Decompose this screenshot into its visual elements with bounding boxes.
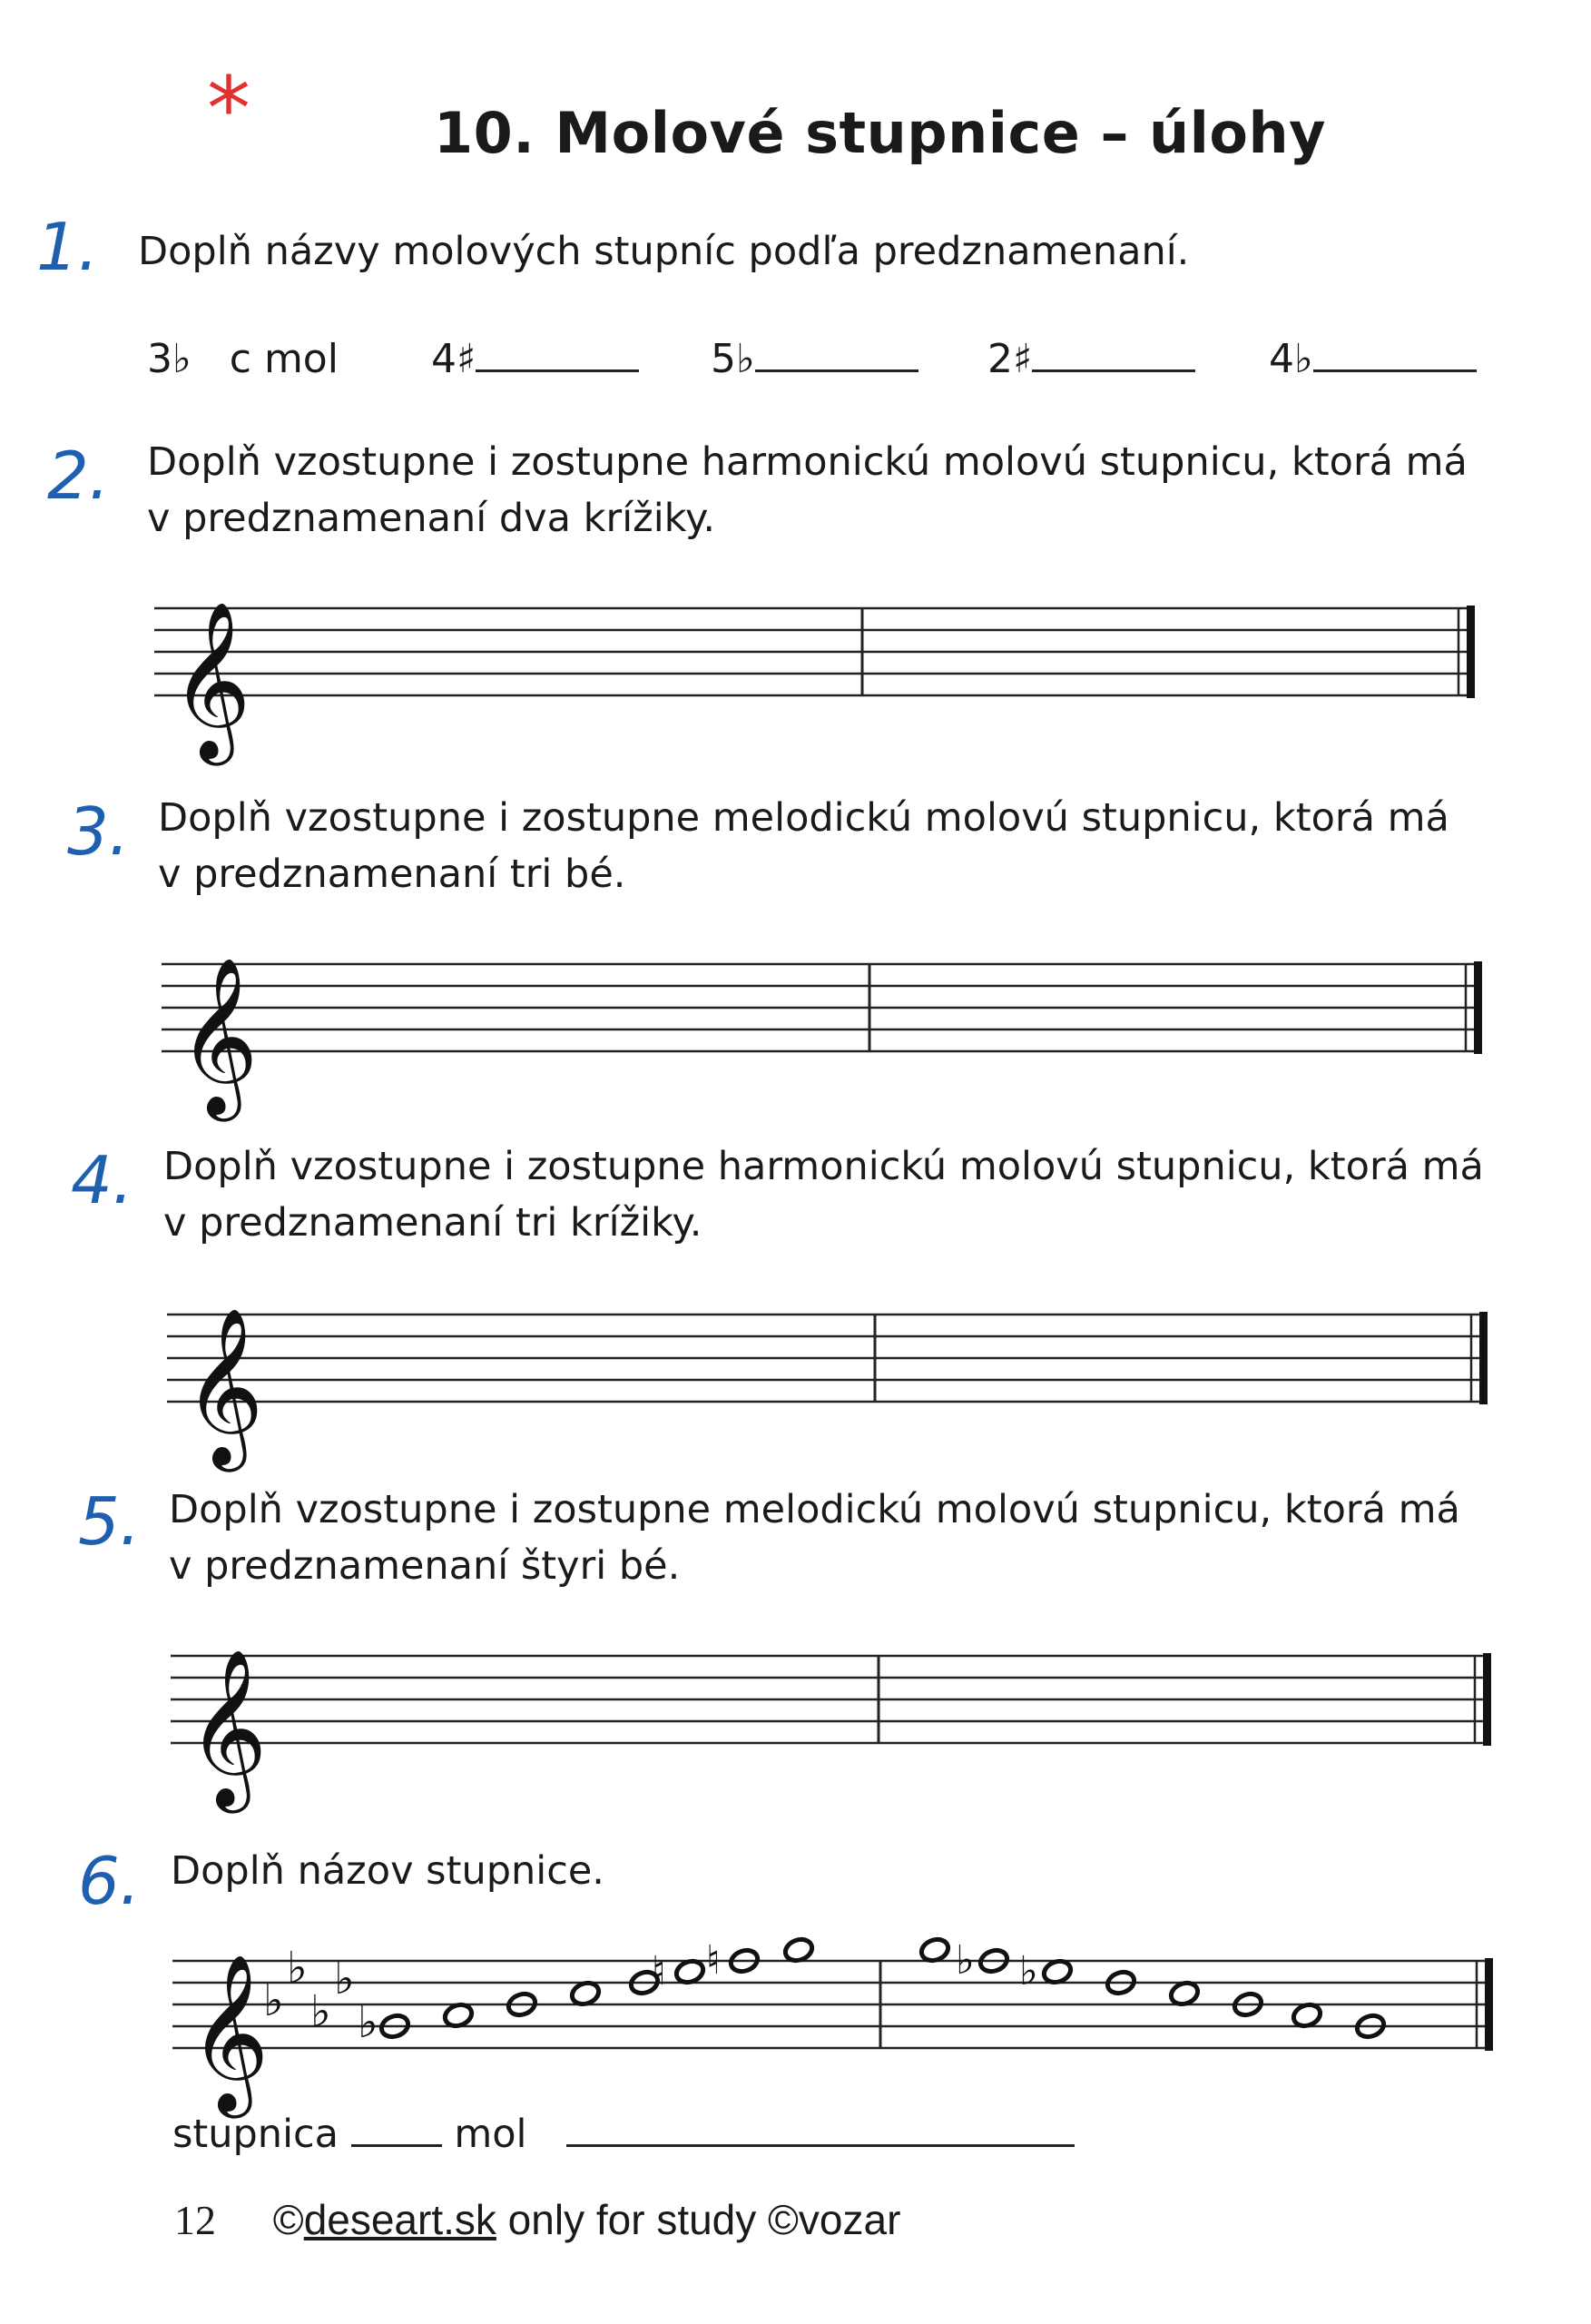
final-barline-thick [1467, 606, 1475, 698]
flat-icon: ♭ [1019, 1948, 1038, 1994]
sharp-icon: ♯ [1013, 336, 1033, 382]
key-flat-icon: ♭ [310, 1986, 331, 2037]
page-number: 12 [174, 2197, 216, 2243]
key-count: 4 [1269, 336, 1294, 382]
task-4-number: 4. [71, 1142, 133, 1218]
task-5-line-1: Doplň vzostupne i zostupne melodickú molovú stupnicu, ktorá má [169, 1487, 1460, 1532]
key-item-5 [1269, 336, 1477, 382]
final-barline-thick [1483, 1653, 1491, 1746]
final-barline-thick [1479, 1312, 1488, 1404]
task-2-line-1: Doplň vzostupne i zostupne harmonickú molovú stupnicu, ktorá má [147, 439, 1468, 485]
copyright-symbol: © [272, 2196, 304, 2243]
answer-label-mol: mol [454, 2112, 527, 2157]
key-count: 4 [431, 336, 457, 382]
task-5-number: 5. [78, 1483, 141, 1560]
scale-answer-row [172, 2106, 1075, 2162]
key-flat-icon: ♭ [334, 1954, 355, 2004]
key-count: 3 [147, 336, 172, 382]
natural-icon: ♮ [652, 1948, 666, 1994]
answer-blank-tonic[interactable] [351, 2142, 442, 2147]
key-count: 2 [987, 336, 1013, 382]
task-6-number: 6. [78, 1843, 141, 1919]
task-2-number: 2. [47, 438, 110, 514]
staff-task-4[interactable] [167, 1278, 1510, 1465]
flat-icon: ♭ [956, 1937, 975, 1984]
footer-text: only for study ©vozar [496, 2196, 901, 2243]
staff-task-2[interactable] [154, 572, 1498, 759]
key-flat-icon: ♭ [287, 1943, 308, 1994]
answer-blank-scale-type[interactable] [566, 2142, 1075, 2147]
footer [174, 2195, 900, 2244]
site-link[interactable]: deseart.sk [303, 2196, 496, 2243]
final-barline-thick [1485, 1958, 1493, 2051]
answer-blank[interactable] [476, 368, 639, 372]
key-flat-icon: ♭ [263, 1975, 284, 2026]
final-barline-thick [1474, 961, 1482, 1054]
treble-clef-icon: 𝄞 [183, 1307, 264, 1465]
answer-blank[interactable] [1032, 368, 1195, 372]
staff-task-6-scale [172, 1925, 1516, 2112]
flat-icon: ♭ [172, 336, 192, 382]
natural-icon: ♮ [706, 1937, 721, 1984]
task-3-line-2: v predznamenaní tri bé. [158, 852, 626, 897]
task-1-number: 1. [36, 209, 99, 285]
key-answer-text: c mol [229, 336, 339, 382]
task-3-line-1: Doplň vzostupne i zostupne melodickú molovú stupnicu, ktorá má [158, 795, 1449, 841]
red-star-mark: * [207, 58, 250, 160]
key-flat-icon: ♭ [358, 1997, 378, 2048]
answer-blank[interactable] [755, 368, 918, 372]
treble-clef-icon: 𝄞 [189, 1954, 270, 2112]
task-4-line-2: v predznamenaní tri krížiky. [163, 1200, 702, 1246]
sharp-icon: ♯ [457, 336, 476, 382]
key-item-2 [431, 336, 639, 382]
answer-label-stupnica: stupnica [172, 2112, 339, 2157]
staff-task-5[interactable] [171, 1620, 1514, 1807]
task-1-text: Doplň názvy molových stupníc podľa predznamenaní. [138, 229, 1190, 274]
flat-icon: ♭ [1294, 336, 1313, 382]
treble-clef-icon: 𝄞 [171, 601, 251, 759]
treble-clef-icon: 𝄞 [187, 1649, 268, 1807]
task-5-line-2: v predznamenaní štyri bé. [169, 1543, 681, 1589]
key-item-1 [147, 336, 339, 382]
key-count: 5 [711, 336, 736, 382]
task-2-line-2: v predznamenaní dva krížiky. [147, 496, 716, 541]
treble-clef-icon: 𝄞 [178, 957, 259, 1115]
answer-blank[interactable] [1313, 368, 1477, 372]
task-6-text: Doplň názov stupnice. [171, 1848, 604, 1894]
staff-task-3[interactable] [162, 928, 1505, 1115]
flat-icon: ♭ [736, 336, 755, 382]
key-item-3 [711, 336, 918, 382]
task-3-number: 3. [67, 793, 130, 870]
page-title: 10. Molové stupnice – úlohy [434, 100, 1327, 166]
key-item-4 [987, 336, 1195, 382]
task-4-line-1: Doplň vzostupne i zostupne harmonickú molovú stupnicu, ktorá má [163, 1144, 1484, 1189]
